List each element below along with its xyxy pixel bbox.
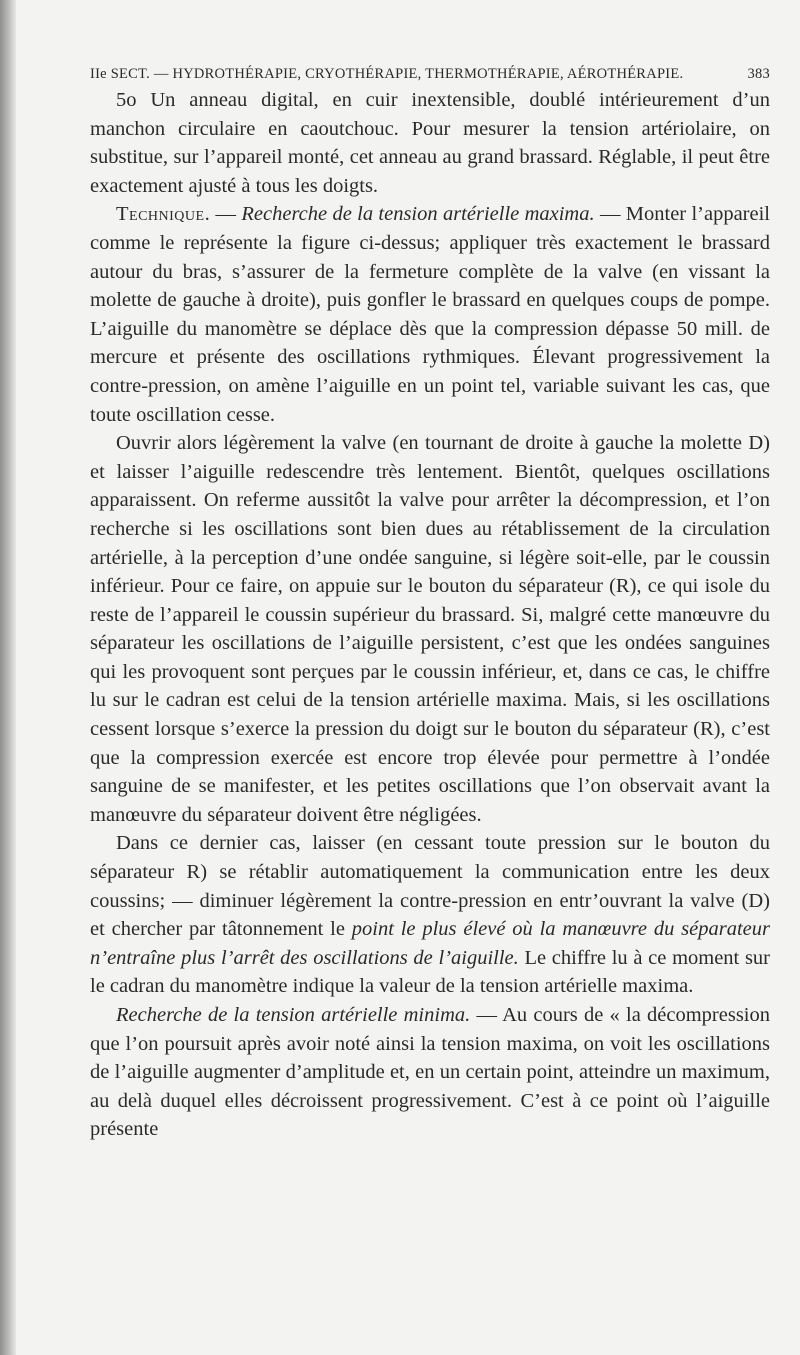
ouvrir-paragraph: Ouvrir alors légèrement la valve (en tournant de droite à gauche la molette D) et laisser l’aiguille redescendre très lentement. Bientôt, quelques oscillations apparaissent. On referme aussitôt la valve pour arrêter la décompression, et l’on recherche si les oscillations sont bien dues au rétablissement de la circulation artérielle, à la perception d’une ondée sanguine, si légère soit-elle, par le coussin inférieur. Pour ce faire, on appuie sur le bouton du séparateur (R), ce qui isole du reste de l’appareil le coussin supérieur du brassard. Si, malgré cette manœuvre du séparateur les oscillations de l’aiguille persistent, c’est que les ondées sanguines qui les provoquent sont perçues par le coussin inférieur, et, dans ce cas, le chiffre lu sur le cadran est celui de la tension artérielle maxima. Mais, si les oscillations cessent lorsque s’exerce la pression du doigt sur le bouton du séparateur (R), c’est que la compression exercée est encore trop élevée pour permettre à l’ondée sanguine de se manifester, et les petites oscillations que l’on observait avant la manœuvre du séparateur doivent être négligées. [90,432,770,826]
technique-label: Technique. [116,203,211,226]
scan-edge-shadow [0,0,16,1355]
item-5-paragraph: 5o Un anneau digital, en cuir inextensible, doublé intérieurement d’un manchon circulaire en caoutchouc. Pour mesurer la tension artériolaire, on substitue, sur l’appareil monté, cet anneau au grand brassard. Réglable, il peut être exactement ajusté à tous les doigts. [90,89,770,197]
technique-paragraph [90,200,770,429]
technique-dash: — [210,203,242,226]
technique-subtitle: Recherche de la tension artérielle maxima. [241,203,595,226]
running-head [90,64,770,84]
minima-subtitle: Recherche de la tension artérielle minima. [116,1004,471,1026]
dernier-cas-italic: point le plus élevé où la manœuvre du séparateur n’entraîne plus l’arrêt des oscillations de l’aiguille. [90,918,770,969]
dernier-cas-text: Dans ce dernier cas, laisser (en cessant toute pression sur le bouton du séparateur R) se rétablir automatiquement la communication entre les deux coussins; — diminuer légèrement la contre-pression en entr’ouvrant la valve (D) et chercher par tâtonnement le [90,832,770,941]
book-page [90,64,770,1144]
dernier-cas-text-end: Le chiffre lu à ce moment sur le cadran du manomètre indique la valeur de la tension artérielle maxima. [90,946,771,998]
minima-paragraph [90,1001,770,1144]
technique-body: — Monter l’appareil comme le représente la figure ci-dessus; appliquer très exactement le brassard autour du bras, s’assurer de la fermeture complète de la valve (en vissant la molette de gauche à droite), puis gonfler le brassard en quelques coups de pompe. L’aiguille du manomètre se déplace dès que la compression dépasse 50 mill. de mercure et présente des oscillations rythmiques. Élevant progressivement la contre-pression, on amène l’aiguille en un point tel, variable suivant les cas, que toute oscillation cesse. [90,203,770,426]
section-title: IIe SECT. — HYDROTHÉRAPIE, CRYOTHÉRAPIE, THERMOTHÉRAPIE, AÉROTHÉRAPIE. [90,66,684,82]
minima-body: — Au cours de « la décompression que l’on poursuit après avoir noté ainsi la tension maxima, on voit les oscillations de l’aiguille augmenter d’amplitude et, en un certain point, atteindre un maximum, au delà duquel elles décroissent progressivement. C’est à ce point où l’aiguille présente [90,1004,770,1141]
page-number: 383 [747,66,770,82]
dernier-cas-paragraph [90,829,770,1001]
